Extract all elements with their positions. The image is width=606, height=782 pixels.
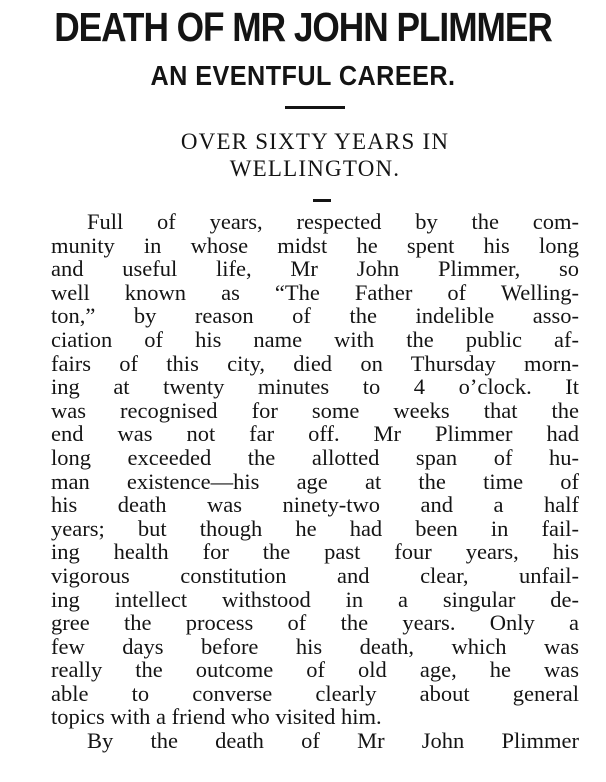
- body-line: ing at twenty minutes to 4 o’clock. It: [51, 374, 579, 400]
- body-line: really the outcome of old age, he was: [51, 657, 579, 683]
- body-line: his death was ninety-two and a half: [51, 492, 579, 518]
- separator-rule: [285, 106, 345, 109]
- body-line: fairs of this city, died on Thursday morn-: [51, 350, 579, 376]
- article-body: [51, 210, 579, 753]
- body-line: munity in whose midst he spent his long: [51, 232, 579, 258]
- short-separator-rule: [313, 199, 331, 202]
- body-line: vigorous constitution and clear, unfail-: [51, 562, 579, 588]
- body-line: years; but though he had been in fail-: [51, 515, 579, 541]
- deck-line: WELLINGTON.: [229, 156, 401, 181]
- body-line: By the death of Mr John Plimmer: [87, 728, 579, 754]
- subheadline: AN EVENTFUL CAREER.: [150, 60, 456, 91]
- body-line: man existence—his age at the time of: [51, 468, 579, 494]
- body-line: well known as “The Father of Welling-: [51, 279, 579, 305]
- headline: DEATH OF MR JOHN PLIMMER: [54, 4, 552, 50]
- body-line: ton,” by reason of the indelible asso-: [51, 303, 579, 329]
- body-line: gree the process of the years. Only a: [51, 610, 579, 636]
- body-line: ing intellect withstood in a singular de-: [51, 586, 579, 612]
- body-line: was recognised for some weeks that the: [51, 397, 579, 423]
- body-line: few days before his death, which was: [51, 633, 579, 659]
- body-line: Full of years, respected by the com-: [87, 209, 579, 234]
- body-line: end was not far off. Mr Plimmer had: [51, 421, 579, 447]
- body-line: ing health for the past four years, his: [51, 539, 579, 565]
- body-line: and useful life, Mr John Plimmer, so: [51, 256, 579, 282]
- deck-heading: [100, 128, 530, 182]
- deck-line: OVER SIXTY YEARS IN: [180, 129, 450, 154]
- body-line: long exceeded the allotted span of hu-: [51, 444, 579, 470]
- body-line: ciation of his name with the public af-: [51, 326, 579, 352]
- body-line: able to converse clearly about general: [51, 680, 579, 706]
- body-line: topics with a friend who visited him.: [51, 704, 382, 730]
